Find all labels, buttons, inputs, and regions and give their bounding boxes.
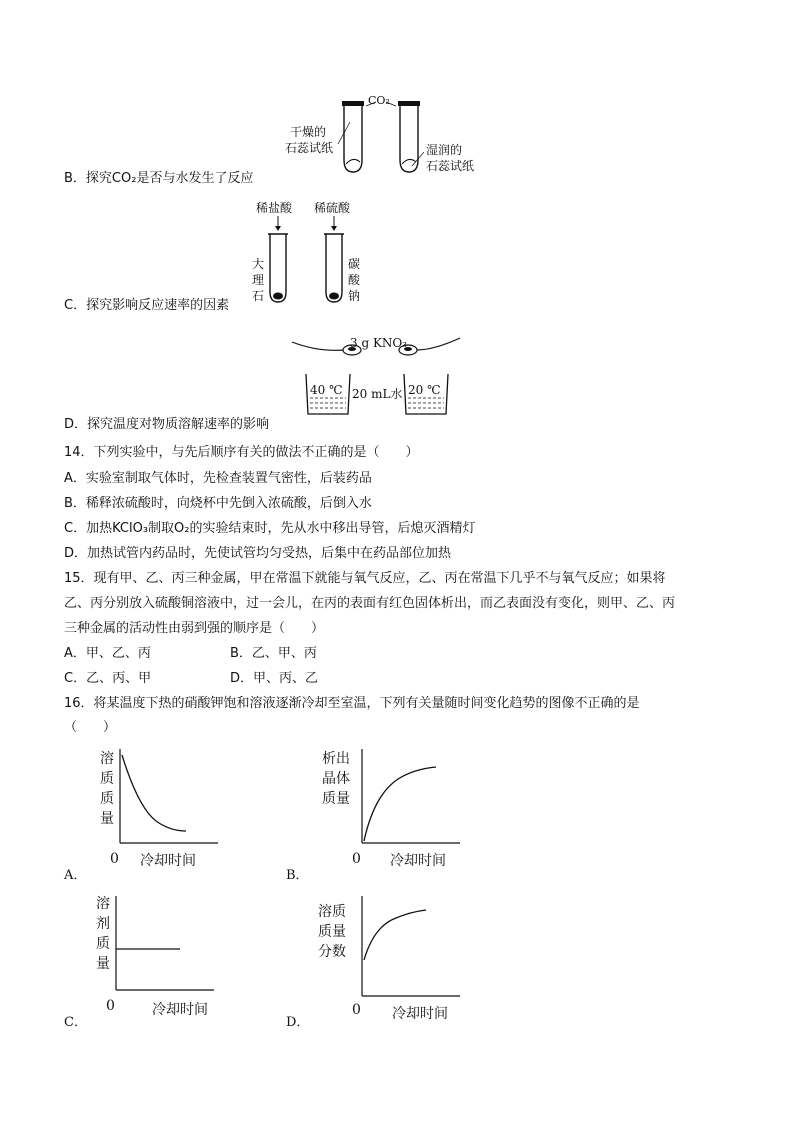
- option-c-text: C．探究影响反应速率的因素: [64, 298, 230, 313]
- h2so4-label: 稀硫酸: [314, 201, 351, 215]
- graph-d-xlabel: 冷却时间: [392, 1006, 448, 1022]
- graph-d-letter: D．: [286, 1015, 310, 1030]
- temp-right-label: 20 ℃: [408, 383, 441, 397]
- graph-c-ylabel-4: 量: [96, 956, 110, 972]
- q15-option-d: D．甲、丙、乙: [230, 671, 319, 686]
- graph-d: [286, 890, 486, 1030]
- dry-paper-label-2: 石蕊试纸: [285, 141, 334, 155]
- q15-option-c: C．乙、丙、甲: [64, 671, 152, 686]
- graph-c-ylabel-3: 质: [96, 936, 110, 952]
- na2co3-char-1: 碳: [348, 257, 361, 271]
- q15-stem-line-3: 三种金属的活动性由弱到强的顺序是（ ）: [64, 621, 325, 636]
- q16-stem-line-2: （ ）: [64, 720, 117, 735]
- kno3-label: 3 g KNO₃: [350, 336, 408, 350]
- wet-paper-label-1: 湿润的: [426, 143, 463, 157]
- graph-a-ylabel-1: 溶: [100, 751, 114, 767]
- graph-c-letter: C．: [64, 1015, 87, 1030]
- graph-a-curve: [122, 755, 186, 831]
- graph-c-ylabel-2: 剂: [96, 916, 110, 932]
- q15-option-a: A．甲、乙、丙: [64, 646, 151, 661]
- wet-paper-label-2: 石蕊试纸: [426, 159, 475, 173]
- graph-a: [64, 745, 234, 883]
- graph-b-xlabel: 冷却时间: [390, 853, 446, 869]
- marble-char-1: 大: [252, 257, 265, 271]
- graph-d-ylabel-2: 质量: [318, 924, 346, 940]
- q14-stem: 14．下列实验中，与先后顺序有关的做法不正确的是（ ）: [64, 445, 419, 460]
- graph-b-letter: B．: [286, 868, 309, 883]
- q14-option-d: D．加热试管内药品时，先使试管均匀受热，后集中在药品部位加热: [64, 546, 452, 561]
- water-label: 20 mL水: [352, 387, 403, 401]
- graph-a-xlabel: 冷却时间: [140, 853, 196, 869]
- graph-d-origin: 0: [352, 1002, 361, 1018]
- graph-b-origin: 0: [352, 851, 361, 867]
- q15-option-b: B．乙、甲、丙: [230, 646, 317, 661]
- graph-c: [64, 890, 244, 1030]
- reaction-rate-figure: [248, 196, 378, 311]
- option-d-text: D．探究温度对物质溶解速率的影响: [64, 417, 270, 432]
- graph-c-origin: 0: [106, 998, 115, 1014]
- na2co3-char-2: 酸: [348, 273, 361, 287]
- graph-a-ylabel-3: 质: [100, 791, 114, 807]
- q14-option-a: A．实验室制取气体时，先检查装置气密性，后装药品: [64, 471, 372, 486]
- option-b-text: B．探究CO₂是否与水发生了反应: [64, 171, 254, 186]
- dissolution-figure: [288, 330, 468, 420]
- q16-stem-line-1: 16．将某温度下热的硝酸钾饱和溶液逐渐冷却至室温，下列有关量随时间变化趋势的图像不正确的是: [64, 696, 640, 711]
- graph-b-curve: [364, 767, 436, 841]
- graph-d-curve: [364, 910, 426, 960]
- graph-b-ylabel-1: 析出: [322, 751, 350, 767]
- na2co3-char-3: 钠: [348, 289, 361, 303]
- dry-paper-label-1: 干燥的: [290, 125, 327, 139]
- graph-b-ylabel-2: 晶体: [322, 771, 350, 787]
- graph-c-xlabel: 冷却时间: [152, 1002, 208, 1018]
- graph-d-ylabel-3: 分数: [318, 944, 346, 960]
- graph-a-ylabel-2: 质: [100, 771, 114, 787]
- co2-test-tube-figure: [280, 92, 480, 182]
- graph-d-ylabel-1: 溶质: [318, 904, 346, 920]
- marble-char-2: 理: [252, 273, 265, 287]
- q15-stem-line-2: 乙、丙分别放入硫酸铜溶液中，过一会儿，在丙的表面有红色固体析出，而乙表面没有变化，则甲、乙、丙: [64, 596, 676, 611]
- q14-option-b: B．稀释浓硫酸时，向烧杯中先倒入浓硫酸，后倒入水: [64, 496, 372, 511]
- q15-stem-line-1: 15．现有甲、乙、丙三种金属，甲在常温下就能与氧气反应，乙、丙在常温下几乎不与氧气反应；如果将: [64, 571, 666, 586]
- graph-a-ylabel-4: 量: [100, 811, 114, 827]
- q14-option-c: C．加热KClO₃制取O₂的实验结束时，先从水中移出导管，后熄灭酒精灯: [64, 521, 476, 536]
- temp-left-label: 40 ℃: [310, 383, 343, 397]
- graph-b: [286, 745, 486, 883]
- hcl-label: 稀盐酸: [256, 201, 293, 215]
- graph-c-ylabel-1: 溶: [96, 896, 110, 912]
- graph-a-origin: 0: [110, 851, 119, 867]
- co2-label: CO₂: [368, 94, 390, 107]
- marble-char-3: 石: [252, 289, 265, 303]
- graph-a-letter: A．: [64, 868, 87, 883]
- graph-b-ylabel-3: 质量: [322, 791, 350, 807]
